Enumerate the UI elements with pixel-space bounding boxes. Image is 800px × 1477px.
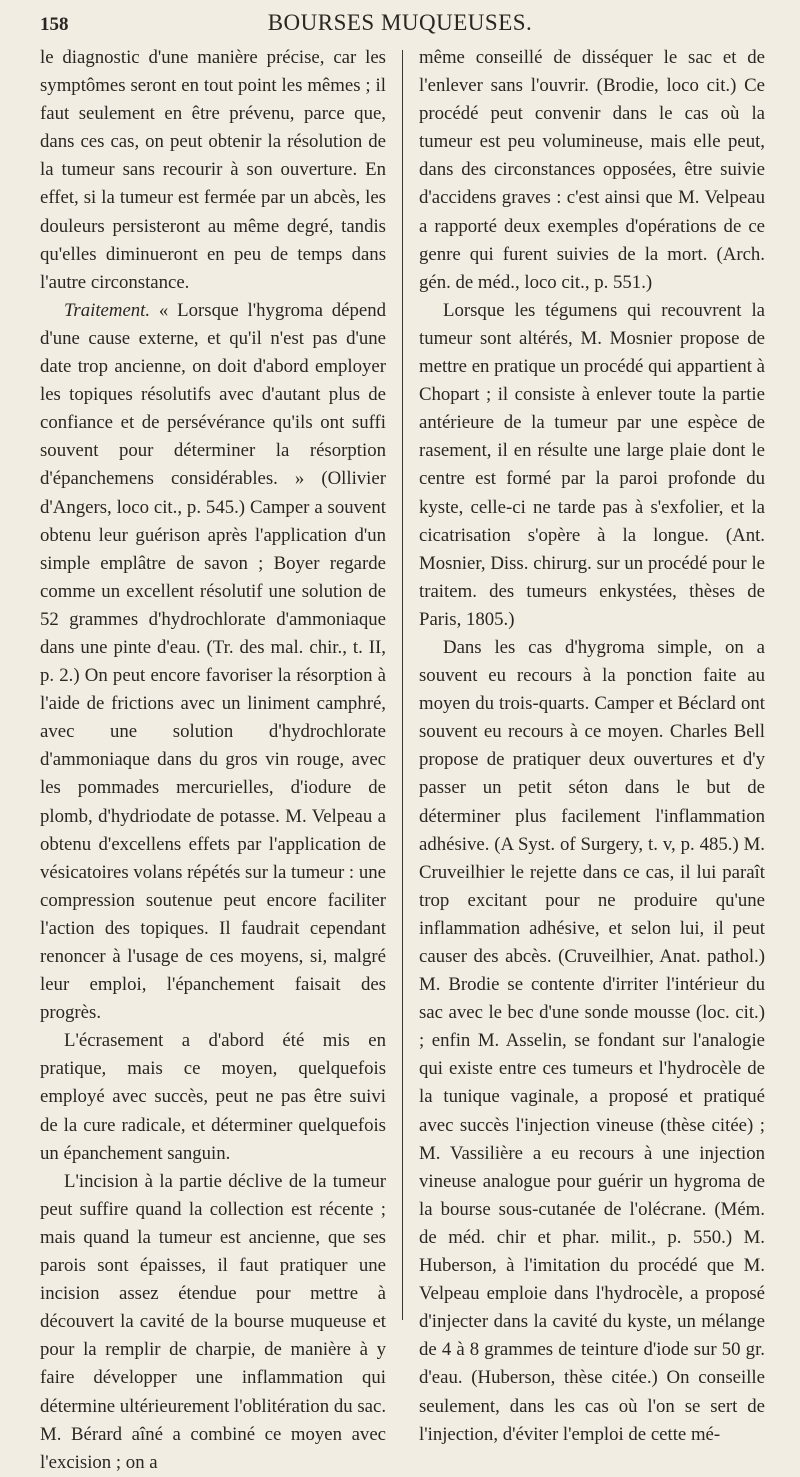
paragraph: L'incision à la partie déclive de la tumeur peut suffire quand la collection est récente ; mais quand la tumeur est ancienne, que ses parois sont épaisses, il faut pratiquer une incision assez étendue pour mettre à découvert la cavité de la bourse muqueuse et pour la remplir de charpie, de manière à y faire développer une inflammation qui détermine ultérieurement l'oblitération du sac. M. Bérard aîné a combiné ce moyen avec l'excision ; on a: [40, 1170, 387, 1473]
paragraph: le diagnostic d'une manière précise, car les symptômes seront en tout point les mêmes ; il faut seulement en être prévenu, parce que, dans ces cas, on peut obtenir la résolution de la tumeur sans recourir à son ouverture. En effet, si la tumeur est fermée par un abcès, les douleurs persisteront au même degré, tandis qu'elles diminueront en peu de temps dans l'autre circonstance.: [40, 47, 386, 293]
section-paragraph: [40, 297, 386, 1027]
column-divider: [402, 50, 403, 1320]
section-heading: Traitement.: [64, 299, 151, 321]
left-column: [40, 44, 386, 1477]
section-text: « Lorsque l'hygroma dépend d'une cause externe, et qu'il n'est pas d'une date trop ancienne, on doit d'abord employer les topiques résolutifs avec d'autant plus de confiance et de persévérance qu'ils ont suffi souvent pour déterminer la résorption d'épanchemens considérables. » (Ollivier d'Angers, loco cit., p. 545.) Camper a souvent obtenu leur guérison après l'application d'un simple emplâtre de savon ; Boyer regarde comme un excellent résolutif une solution de 52 grammes d'hydrochlorate d'ammoniaque dans une pinte d'eau. (Tr. des mal. chir., t. II, p. 2.) On peut encore favoriser la résorption à l'aide de frictions avec un liniment camphré, avec une solution d'hydrochlorate d'ammoniaque dans du gros vin rouge, avec les pommades mercurielles, d'iodure de plomb, d'hydriodate de potasse. M. Velpeau a obtenu d'excellens effets par l'application de vésicatoires volans répétés sur la tumeur : une compression soutenue peut encore faciliter l'action des topiques. Il faudrait cependant renoncer à l'usage de ces moyens, si, malgré leur emploi, l'épanchement faisait des progrès.: [40, 299, 386, 1024]
paragraph: même conseillé de disséquer le sac et de l'enlever sans l'ouvrir. (Brodie, loco cit.) Ce procédé peut convenir dans le cas où la tumeur est peu volumineuse, mais elle peut, dans des circonstances opposées, être suivie d'accidens graves : c'est ainsi que M. Velpeau a rapporté deux exemples d'opérations de ce genre qui furent suivies de la mort. (Arch. gén. de méd., loco cit., p. 551.): [419, 47, 765, 293]
paragraph: Dans les cas d'hygroma simple, on a souvent eu recours à la ponction faite au moyen du trois-quarts. Camper et Béclard ont souvent eu recours à ce moyen. Charles Bell propose de pratiquer deux ouvertures et d'y passer un petit séton dans le but de déterminer plus facilement l'inflammation adhésive. (A Syst. of Surgery, t. v, p. 485.) M. Cruveilhier le rejette dans ce cas, il lui paraît trop excitant pour ne produire qu'une inflammation adhésive, et selon lui, il peut causer des abcès. (Cruveilhier, Anat. pathol.) M. Brodie se contente d'irriter l'intérieur du sac avec le bec d'une sonde mousse (loc. cit.) ; enfin M. Asselin, se fondant sur l'analogie qui existe entre ces tumeurs et l'hydrocèle de la tunique vaginale, a proposé et pratiqué avec succès l'injection vineuse (thèse citée) ; M. Vassilière a eu recours à une injection vineuse analogue pour guérir un hygroma de la bourse sous-cutanée de l'olécrane. (Mém. de méd. chir et phar. milit., p. 550.) M. Huberson, à l'imitation du procédé que M. Velpeau emploie dans l'hydrocèle, a proposé d'injecter dans la cavité du kyste, un mélange de 4 à 8 grammes de teinture d'iode sur 50 gr. d'eau. (Huberson, thèse citée.) On conseille seulement, dans les cas où l'on se sert de l'injection, d'éviter l'emploi de cette mé-: [419, 636, 765, 1445]
paragraph: Lorsque les tégumens qui recouvrent la tumeur sont altérés, M. Mosnier propose de mettre en pratique un procédé qui appartient à Chopart ; il consiste à enlever toute la partie antérieure de la tumeur par une espèce de rasement, il en résulte une large plaie dont le centre est formé par la paroi profonde du kyste, celle-ci ne tarde pas à s'exfolier, et la cicatrisation s'opère à la longue. (Ant. Mosnier, Diss. chirurg. sur un procédé pour le traitem. des tumeurs enkystées, thèses de Paris, 1805.): [419, 299, 765, 630]
page-number: 158: [40, 14, 69, 35]
page-header: [40, 8, 760, 44]
right-column: [419, 44, 765, 1449]
running-title: BOURSES MUQUEUSES.: [267, 10, 533, 35]
paragraph: L'écrasement a d'abord été mis en pratique, mais ce moyen, quelquefois employé avec succès, peut ne pas être suivi de la cure radicale, et déterminer quelquefois un épanchement sanguin.: [40, 1030, 386, 1164]
